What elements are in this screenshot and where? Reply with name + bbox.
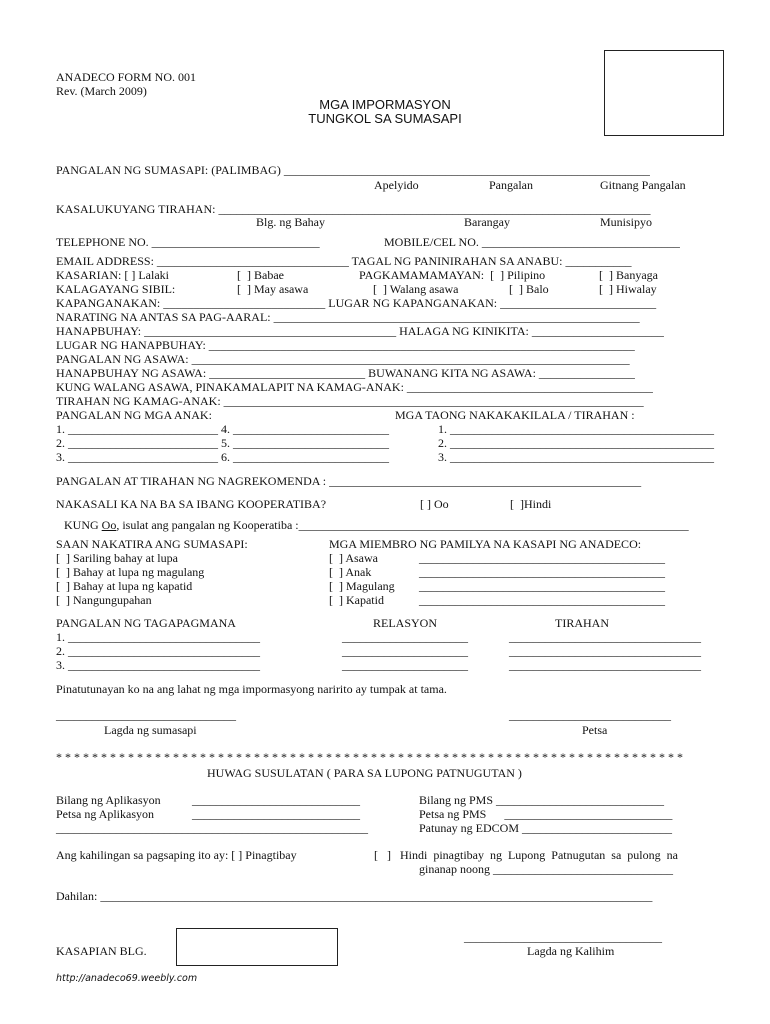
tagapagmana-row-1[interactable]: 1. ________________________________ (56, 630, 260, 644)
relasyon-line-3[interactable]: _____________________ (342, 658, 468, 672)
name-field[interactable]: PANGALAN NG SUMASAPI: (PALIMBAG) _____________________________________________________________ (56, 163, 650, 177)
miembro-magulang[interactable]: [ ] Magulang (329, 579, 395, 593)
kalagayan-balo[interactable]: [ ] Balo (509, 282, 549, 296)
form-number: ANADECO FORM NO. 001 (56, 70, 197, 84)
hanapbuhay-asawa-field[interactable]: HANAPBUHAY NG ASAWA: __________________________ BUWANANG KITA NG ASAWA: ________________ (56, 366, 635, 380)
kasapian-box[interactable] (176, 928, 338, 966)
bilang-pms-field[interactable]: Bilang ng PMS ____________________________ (419, 793, 665, 807)
kahilingan-hindi[interactable]: [ ] Hindi pinagtibay ng Lupong Patnugutan sa pulong na (374, 848, 678, 862)
anak-row-3[interactable]: 3. _________________________ 6. __________________________ (56, 450, 389, 464)
kalagayan-hiwalay[interactable]: [ ] Hiwalay (599, 282, 657, 296)
kakilala-label: MGA TAONG NAKAKAKILALA / TIRAHAN : (395, 408, 635, 422)
tagapagmana-row-2[interactable]: 2. ________________________________ (56, 644, 260, 658)
petsa-aplikasyon-label: Petsa ng Aplikasyon (56, 807, 154, 821)
date-line[interactable]: ___________________________ (509, 708, 671, 722)
miembro-line-2[interactable]: _________________________________________ (419, 565, 665, 579)
miembro-line-3[interactable]: _________________________________________ (419, 579, 665, 593)
tirahan-label: TIRAHAN (555, 616, 609, 630)
relasyon-line-2[interactable]: _____________________ (342, 644, 468, 658)
office-use-header: HUWAG SUSULATAN ( PARA SA LUPONG PATNUGUTAN ) (207, 766, 522, 780)
certification-text: Pinatutunayan ko na ang lahat ng mga impormasyong naririto ay tumpak at tama. (56, 682, 447, 696)
kakilala-row-1[interactable]: 1. ____________________________________________ (438, 422, 714, 436)
miembro-line-4[interactable]: _________________________________________ (419, 593, 665, 607)
dahilan-field[interactable]: Dahilan: ____________________________________________________________________________________________ (56, 889, 653, 903)
miembro-line-1[interactable]: _________________________________________ (419, 551, 665, 565)
tirahan-kamag-field[interactable]: TIRAHAN NG KAMAG-ANAK: ______________________________________________________________________ (56, 394, 644, 408)
kalihim-line[interactable]: _________________________________ (464, 930, 662, 944)
kung-prefix: KUNG (64, 518, 102, 532)
saan-option-3[interactable]: [ ] Bahay at lupa ng kapatid (56, 579, 193, 593)
edcom-field[interactable]: Patunay ng EDCOM _________________________ (419, 821, 672, 835)
saan-option-4[interactable]: [ ] Nangungupahan (56, 593, 152, 607)
label-pangalan: Pangalan (489, 178, 533, 192)
miembro-anak[interactable]: [ ] Anak (329, 565, 372, 579)
petsa-pms-field[interactable]: Petsa ng PMS ____________________________ (419, 807, 673, 821)
label-blg-bahay: Blg. ng Bahay (256, 215, 325, 229)
bilang-aplikasyon-label: Bilang ng Aplikasyon (56, 793, 161, 807)
divider: * * * * * * * * * * * * * * * * * * * * * * * * * * * * * * * * * * * * * * * * * * * * * * * * * * * * * * * * * * * * * * * * * * * * * * (56, 750, 683, 764)
tagapagmana-row-3[interactable]: 3. ________________________________ (56, 658, 260, 672)
kooperatiba-hindi[interactable]: [ ]Hindi (510, 497, 552, 511)
office-blank-line[interactable]: ____________________________________________________ (56, 821, 368, 835)
kooperatiba-name-field[interactable] (64, 518, 689, 532)
kapanganakan-field[interactable]: KAPANGANAKAN: ___________________________ LUGAR NG KAPANGANAKAN: __________________________ (56, 296, 657, 310)
kung-suffix: , isulat ang pangalan ng Kooperatiba :_________________________________________________________________ (116, 518, 689, 532)
footer-url[interactable]: http://anadeco69.weebly.com (56, 973, 198, 984)
rekomenda-field[interactable]: PANGALAN AT TIRAHAN NG NAGREKOMENDA : ____________________________________________________ (56, 474, 642, 488)
signature-line[interactable]: ______________________________ (56, 708, 236, 722)
photo-box (604, 50, 724, 136)
anak-label: PANGALAN NG MGA ANAK: (56, 408, 212, 422)
kooperatiba-question: NAKASALI KA NA BA SA IBANG KOOPERATIBA? (56, 497, 327, 511)
relasyon-label: RELASYON (373, 616, 438, 630)
kakilala-row-2[interactable]: 2. ____________________________________________ (438, 436, 714, 450)
ginanap-field[interactable]: ginanap noong ______________________________ (419, 862, 673, 876)
pagkamamamayan-banyaga[interactable]: [ ] Banyaga (599, 268, 658, 282)
miembro-kapatid[interactable]: [ ] Kapatid (329, 593, 384, 607)
kalagayan-label: KALAGAYANG SIBIL: (56, 282, 176, 296)
email-field[interactable]: EMAIL ADDRESS: ________________________________ TAGAL NG PANINIRAHAN SA ANABU: ___________ (56, 254, 632, 268)
anak-row-1[interactable]: 1. _________________________ 4. __________________________ (56, 422, 389, 436)
bilang-aplikasyon-line[interactable]: ____________________________ (192, 793, 360, 807)
tirahan-line-3[interactable]: ________________________________ (509, 658, 701, 672)
label-gitnang: Gitnang Pangalan (600, 178, 686, 192)
telephone-field[interactable]: TELEPHONE NO. ____________________________ (56, 235, 320, 249)
saan-label: SAAN NAKATIRA ANG SUMASAPI: (56, 537, 248, 551)
date-label: Petsa (582, 723, 608, 737)
kung-oo: Oo (101, 518, 117, 532)
mobile-field[interactable]: MOBILE/CEL NO. _________________________________ (384, 235, 680, 249)
kakilala-row-3[interactable]: 3. ____________________________________________ (438, 450, 714, 464)
petsa-aplikasyon-line[interactable]: ____________________________ (192, 807, 360, 821)
kalihim-label: Lagda ng Kalihim (527, 944, 615, 958)
lugar-hanapbuhay-field[interactable]: LUGAR NG HANAPBUHAY: _______________________________________________________________________ (56, 338, 635, 352)
label-barangay: Barangay (464, 215, 510, 229)
kasarian-babae[interactable]: [ ] Babae (237, 268, 284, 282)
narating-field[interactable]: NARATING NA ANTAS SA PAG-AARAL: _____________________________________________________________ (56, 310, 640, 324)
tagapagmana-label: PANGALAN NG TAGAPAGMANA (56, 616, 236, 630)
label-munisipyo: Munisipyo (600, 215, 653, 229)
relasyon-line-1[interactable]: _____________________ (342, 630, 468, 644)
hanapbuhay-field[interactable]: HANAPBUHAY: __________________________________________ HALAGA NG KINIKITA: ______________________ (56, 324, 664, 338)
kahilingan-pinagtibay[interactable]: Ang kahilingan sa pagsaping ito ay: [ ] Pinagtibay (56, 848, 297, 862)
pangalan-asawa-field[interactable]: PANGALAN NG ASAWA: _________________________________________________________________________ (56, 352, 630, 366)
miembro-asawa[interactable]: [ ] Asawa (329, 551, 378, 565)
label-apelyido: Apelyido (374, 178, 419, 192)
kalagayan-may-asawa[interactable]: [ ] May asawa (237, 282, 309, 296)
kalagayan-walang-asawa[interactable]: [ ] Walang asawa (373, 282, 459, 296)
title-line-2: TUNGKOL SA SUMASAPI (308, 111, 462, 126)
miembro-label: MGA MIEMBRO NG PAMILYA NA KASAPI NG ANADECO: (329, 537, 642, 551)
address-field[interactable]: KASALUKUYANG TIRAHAN: ________________________________________________________________________ (56, 202, 651, 216)
kasarian-lalaki[interactable]: KASARIAN: [ ] Lalaki (56, 268, 169, 282)
signature-label: Lagda ng sumasapi (104, 723, 197, 737)
pagkamamamayan-pilipino[interactable]: PAGKAMAMAMAYAN: [ ] Pilipino (359, 268, 546, 282)
kasapian-label: KASAPIAN BLG. (56, 944, 147, 958)
anak-row-2[interactable]: 2. _________________________ 5. __________________________ (56, 436, 389, 450)
kung-walang-asawa-field[interactable]: KUNG WALANG ASAWA, PINAKAMALAPIT NA KAMAG-ANAK: _________________________________________ (56, 380, 653, 394)
kooperatiba-oo[interactable]: [ ] Oo (420, 497, 449, 511)
saan-option-1[interactable]: [ ] Sariling bahay at lupa (56, 551, 178, 565)
title-line-1: MGA IMPORMASYON (319, 97, 451, 112)
saan-option-2[interactable]: [ ] Bahay at lupa ng magulang (56, 565, 205, 579)
tirahan-line-2[interactable]: ________________________________ (509, 644, 701, 658)
tirahan-line-1[interactable]: ________________________________ (509, 630, 701, 644)
revision: Rev. (March 2009) (56, 84, 147, 98)
